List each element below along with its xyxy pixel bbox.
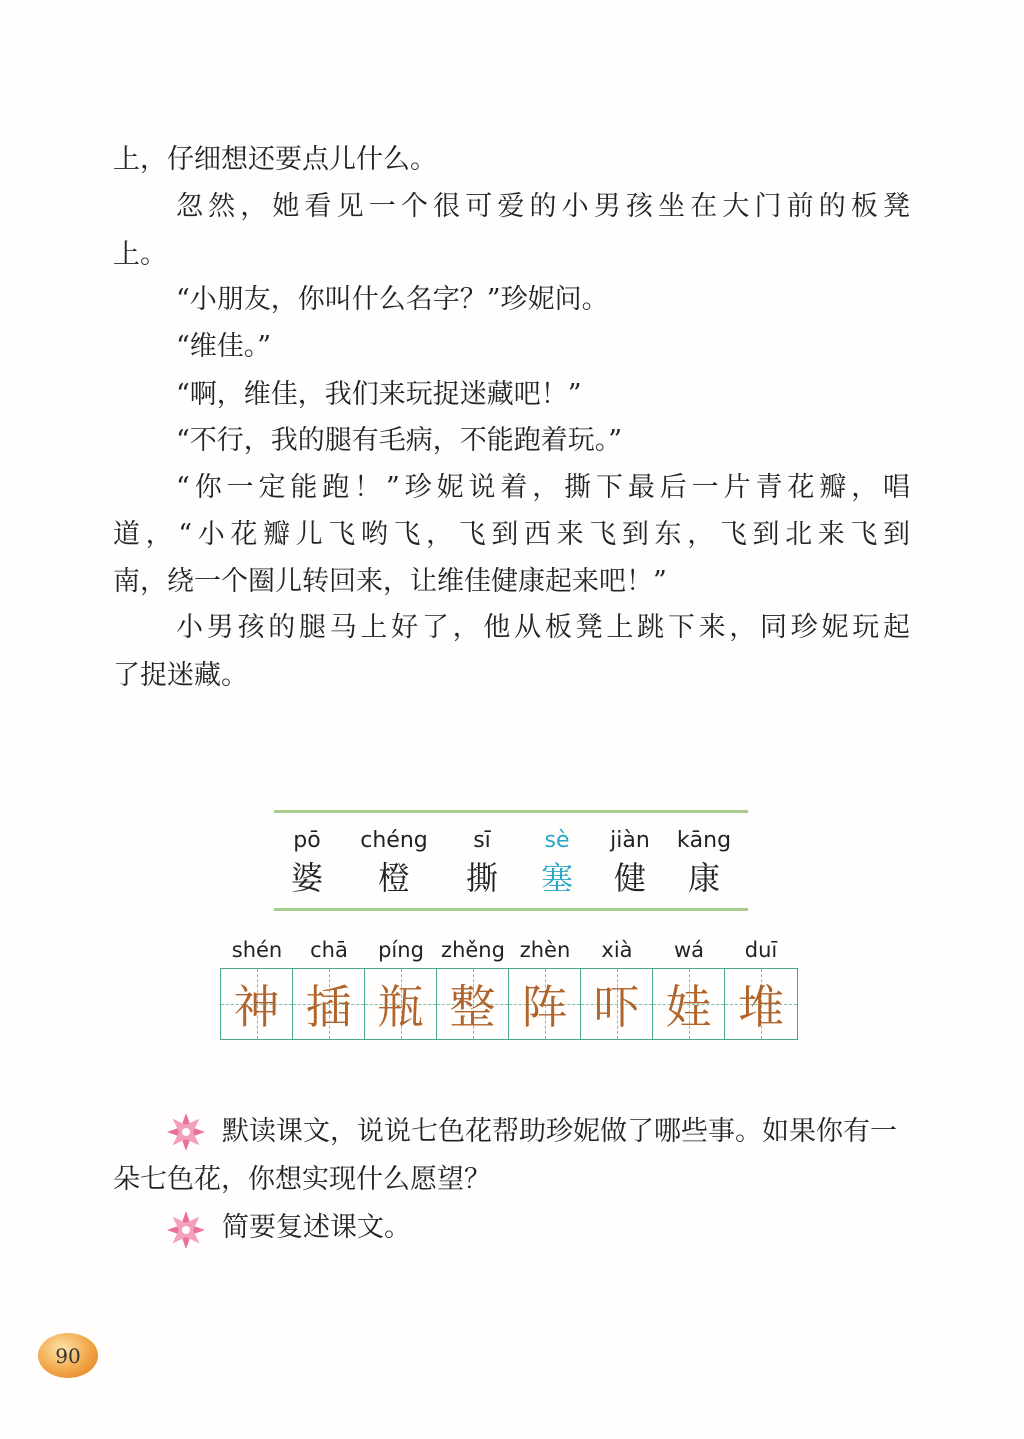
pinyin: chéng	[360, 828, 428, 853]
exercise-1-text-cont: 朵七色花，你想实现什么愿望？	[113, 1164, 491, 1195]
hanzi: 娃	[665, 980, 712, 1034]
hanzi: 健	[613, 859, 646, 897]
hanzi: 吓	[593, 980, 640, 1034]
pinyin: sè	[544, 828, 570, 853]
grid-cell	[293, 969, 365, 1039]
story-line: “你一定能跑！”珍妮说着，撕下最后一片青花瓣，唱	[176, 472, 910, 503]
grid-cell	[653, 969, 725, 1039]
pinyin: kāng	[676, 828, 732, 853]
grid-cell	[581, 969, 653, 1039]
pinyin: sī	[473, 828, 491, 853]
writing-grid	[220, 968, 798, 1040]
pinyin: jiàn	[610, 828, 650, 853]
divider-bottom	[274, 908, 748, 911]
grid-cell	[725, 969, 797, 1039]
pinyin: zhěng	[441, 938, 505, 962]
story-line: 上，仔细想还要点儿什么。	[113, 144, 437, 175]
exercise-1-text: 默读课文，说说七色花帮助珍妮做了哪些事。如果你有一	[222, 1116, 897, 1147]
pinyin: píng	[378, 938, 424, 962]
hanzi: 阵	[521, 980, 568, 1034]
hanzi: 康	[687, 859, 720, 897]
pinyin: shén	[231, 938, 283, 962]
grid-cell	[437, 969, 509, 1039]
divider-top	[274, 810, 748, 813]
grid-cell	[221, 969, 293, 1039]
hanzi: 神	[233, 980, 280, 1034]
pinyin: wá	[673, 938, 705, 962]
hanzi: 瓶	[377, 980, 424, 1034]
hanzi: 塞	[540, 859, 573, 897]
grid-cell	[509, 969, 581, 1039]
story-line: 了捉迷藏。	[113, 660, 248, 691]
hanzi: 插	[305, 980, 352, 1034]
pinyin: duī	[744, 938, 778, 962]
story-line: 小男孩的腿马上好了，他从板凳上跳下来，同珍妮玩起	[176, 612, 910, 643]
flower-icon	[166, 1210, 206, 1250]
grid-cell	[365, 969, 437, 1039]
story-line: 上。	[113, 239, 167, 270]
pinyin: zhèn	[519, 938, 571, 962]
exercise-2-text: 简要复述课文。	[222, 1212, 411, 1243]
hanzi: 撕	[465, 859, 498, 897]
hanzi: 整	[449, 980, 496, 1034]
story-line: 道，“小花瓣儿飞哟飞，飞到西来飞到东，飞到北来飞到	[113, 519, 910, 550]
story-line: “不行，我的腿有毛病，不能跑着玩。”	[176, 425, 623, 456]
pinyin: pō	[293, 828, 321, 853]
story-line: 南，绕一个圈儿转回来，让维佳健康起来吧！”	[113, 566, 667, 597]
pinyin: xià	[601, 938, 633, 962]
story-line: “维佳。”	[176, 331, 272, 362]
flower-icon	[166, 1112, 206, 1152]
hanzi: 橙	[377, 859, 410, 897]
hanzi: 堆	[738, 980, 784, 1034]
story-line: “小朋友，你叫什么名字？”珍妮问。	[176, 284, 609, 315]
hanzi: 婆	[290, 859, 323, 897]
page-number: 90	[38, 1333, 98, 1378]
pinyin: chā	[310, 938, 348, 962]
story-line: “啊，维佳，我们来玩捉迷藏吧！”	[176, 379, 582, 410]
story-line: 忽然，她看见一个很可爱的小男孩坐在大门前的板凳	[176, 191, 910, 222]
